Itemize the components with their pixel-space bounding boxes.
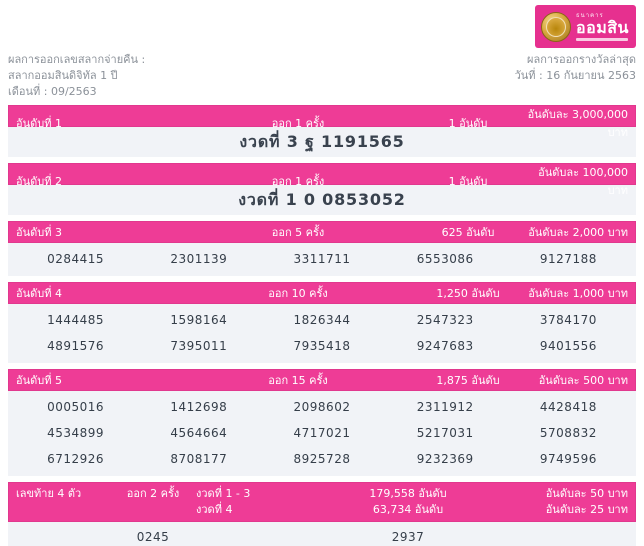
winning-number: 2311912	[416, 400, 474, 414]
rank3-label: อันดับที่ 3	[16, 226, 62, 239]
product-name-label: สลากออมสินดิจิทัล 1 ปี	[8, 69, 118, 82]
winning-number: 1412698	[170, 400, 228, 414]
rank1-draws: ออก 1 ครั้ง	[271, 117, 325, 130]
results-header	[8, 52, 636, 100]
draw-date-label: วันที่ : 16 กันยายน 2563	[514, 69, 636, 82]
winning-number: 4534899	[47, 426, 105, 440]
rank5-draws: ออก 15 ครั้ง	[268, 374, 328, 387]
gsb-bank-small-label: ธนาคาร	[576, 11, 604, 19]
winning-number: 2937	[391, 530, 425, 544]
rank3-header-bar	[8, 221, 636, 243]
month-label: เดือนที่ : 09/2563	[8, 85, 97, 98]
tail4-prize2: อันดับละ 25 บาท	[545, 503, 628, 516]
rank4-numbers-row2	[14, 333, 630, 359]
prize-section-rank5	[8, 369, 636, 476]
rank4-count: 1,250 อันดับ	[436, 287, 500, 300]
winning-number: 8708177	[170, 452, 228, 466]
winning-number: 7935418	[293, 339, 351, 353]
rank2-draws: ออก 1 ครั้ง	[271, 175, 325, 188]
winning-number: 9247683	[416, 339, 474, 353]
tail4-period2: งวดที่ 4	[196, 503, 233, 516]
tail4-counts	[338, 486, 478, 519]
rank1-prize: อันดับละ 3,000,000 บาท	[527, 108, 628, 139]
gsb-tagline-decoration	[576, 38, 628, 41]
results-header-left	[8, 52, 145, 100]
results-header-right	[515, 52, 636, 100]
rank2-count: 1 อันดับ	[448, 175, 488, 188]
rank5-numbers-row3	[14, 446, 630, 472]
winning-number: 5217031	[416, 426, 474, 440]
prize-section-rank2	[8, 163, 636, 215]
winning-number: 9401556	[539, 339, 597, 353]
rank5-numbers-row1	[14, 394, 630, 420]
rank1-header-bar	[8, 105, 636, 139]
winning-number: 3311711	[293, 252, 351, 266]
gsb-logo[interactable]	[535, 5, 636, 48]
rank3-count: 625 อันดับ	[441, 226, 495, 239]
rank2-prize: อันดับละ 100,000 บาท	[538, 166, 628, 197]
rank2-header-bar	[8, 163, 636, 197]
winning-number: 7395011	[170, 339, 228, 353]
winning-number: 2098602	[293, 400, 351, 414]
rank5-label: อันดับที่ 5	[16, 374, 62, 387]
winning-number: 0245	[136, 530, 170, 544]
winning-number: 4428418	[539, 400, 597, 414]
prize-section-rank4	[8, 282, 636, 363]
tail4-periods	[188, 486, 338, 519]
prize-section-tail4	[8, 482, 636, 546]
rank5-prize: อันดับละ 500 บาท	[538, 374, 628, 387]
gsb-medal-icon	[541, 12, 571, 42]
rank2-label: อันดับที่ 2	[16, 175, 62, 188]
prize-section-rank3	[8, 221, 636, 276]
winning-number: 2301139	[170, 252, 228, 266]
winning-number: 9232369	[416, 452, 474, 466]
rank4-numbers	[8, 304, 636, 363]
winning-number: 4564664	[170, 426, 228, 440]
rank4-prize: อันดับละ 1,000 บาท	[528, 287, 628, 300]
tail4-numbers	[8, 522, 636, 546]
result-type-label: ผลการออกเลขสลากจ่ายคืน :	[8, 53, 146, 66]
tail4-header-bar	[8, 482, 636, 522]
winning-number: 3784170	[539, 313, 597, 327]
rank3-numbers	[8, 243, 636, 276]
rank4-draws: ออก 10 ครั้ง	[268, 287, 328, 300]
rank5-count: 1,875 อันดับ	[436, 374, 500, 387]
winning-number: 0284415	[47, 252, 105, 266]
rank4-label: อันดับที่ 4	[16, 287, 62, 300]
gsb-bank-name: ออมสิน	[576, 17, 629, 37]
rank3-draws: ออก 5 ครั้ง	[271, 226, 325, 239]
tail4-count1: 179,558 อันดับ	[369, 487, 447, 500]
rank5-numbers	[8, 391, 636, 476]
tail4-draws: ออก 2 ครั้ง	[126, 487, 180, 500]
latest-result-label: ผลการออกรางวัลล่าสุด	[527, 53, 636, 66]
rank1-label: อันดับที่ 1	[16, 117, 62, 130]
tail4-prizes	[478, 486, 636, 519]
winning-number: 4717021	[293, 426, 351, 440]
prize-sections	[8, 105, 636, 546]
winning-number: 0005016	[47, 400, 105, 414]
gsb-medal-inner	[546, 17, 566, 37]
gsb-logo-text	[576, 13, 629, 41]
winning-number: 6553086	[416, 252, 474, 266]
rank4-numbers-row1	[14, 307, 630, 333]
rank2-winning-number: งวดที่ 1 0 0853052	[8, 185, 636, 215]
winning-number: 5708832	[539, 426, 597, 440]
winning-number: 8925728	[293, 452, 351, 466]
winning-number: 6712926	[47, 452, 105, 466]
winning-number: 1444485	[47, 313, 105, 327]
tail4-prize1: อันดับละ 50 บาท	[545, 487, 628, 500]
rank5-numbers-row2	[14, 420, 630, 446]
tail4-count2: 63,734 อันดับ	[372, 503, 444, 516]
winning-number: 4891576	[47, 339, 105, 353]
winning-number: 2547323	[416, 313, 474, 327]
winning-number: 1598164	[170, 313, 228, 327]
winning-number: 1826344	[293, 313, 351, 327]
rank3-prize: อันดับละ 2,000 บาท	[528, 226, 628, 239]
rank4-header-bar	[8, 282, 636, 304]
rank5-header-bar	[8, 369, 636, 391]
rank3-numbers-row1	[14, 246, 630, 272]
rank1-winning-number: งวดที่ 3 ฐ 1191565	[8, 127, 636, 157]
tail4-label: เลขท้าย 4 ตัว	[16, 487, 82, 500]
tail4-period1: งวดที่ 1 - 3	[196, 487, 251, 500]
winning-number: 9127188	[539, 252, 597, 266]
prize-section-rank1	[8, 105, 636, 157]
winning-number: 9749596	[539, 452, 597, 466]
rank1-count: 1 อันดับ	[448, 117, 488, 130]
